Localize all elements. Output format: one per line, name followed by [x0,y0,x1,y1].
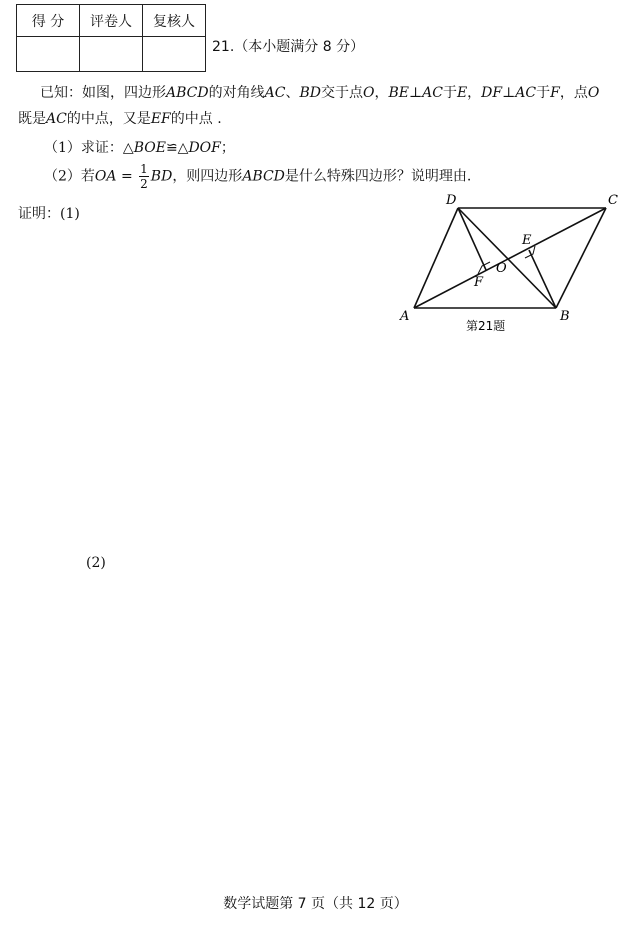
score-table [16,4,206,72]
side-ad [414,208,458,308]
given-line-1: 已知：如图，四边形ABCD的对角线AC、BD交于点O，BE⊥AC于E，DF⊥AC于F，点O [40,85,600,101]
label-o: O [496,261,507,276]
question-title: 21.（本小题满分 8 分） [212,39,365,55]
segment-df [458,208,486,270]
fraction-one-half: $\frac{1}{2}$ [140,162,148,191]
page-footer: 数学试题第 7 页（共 12 页） [223,896,408,912]
geometry-figure [386,190,626,340]
segment-be [529,250,556,308]
reviewer-header: 复核人 [143,5,206,37]
given-line-2: 既是AC的中点，又是EF的中点 . [18,111,222,127]
label-d: D [446,193,457,208]
reviewer-cell[interactable] [143,37,206,72]
grader-header: 评卷人 [80,5,143,37]
part-2-label: (2) [86,555,106,571]
part-2-prompt: （2）若OA = $\frac{1}{2}$ BD，则四边形ABCD是什么特殊四边形？说明理由. [44,162,472,191]
part-1-prompt: （1）求证：△BOE≌△DOF； [44,140,235,156]
diagonal-bd [458,208,556,308]
label-e: E [522,233,532,248]
label-c: C [608,193,618,208]
label-b: B [560,309,570,324]
score-header: 得 分 [17,5,80,37]
grader-cell[interactable] [80,37,143,72]
figure-caption: 第21题 [466,319,506,333]
side-cb [556,208,606,308]
score-cell[interactable] [17,37,80,72]
label-f: F [474,275,484,290]
proof-label: 证明：(1) [18,206,80,222]
label-a: A [400,309,410,324]
diagonal-ac [414,208,606,308]
